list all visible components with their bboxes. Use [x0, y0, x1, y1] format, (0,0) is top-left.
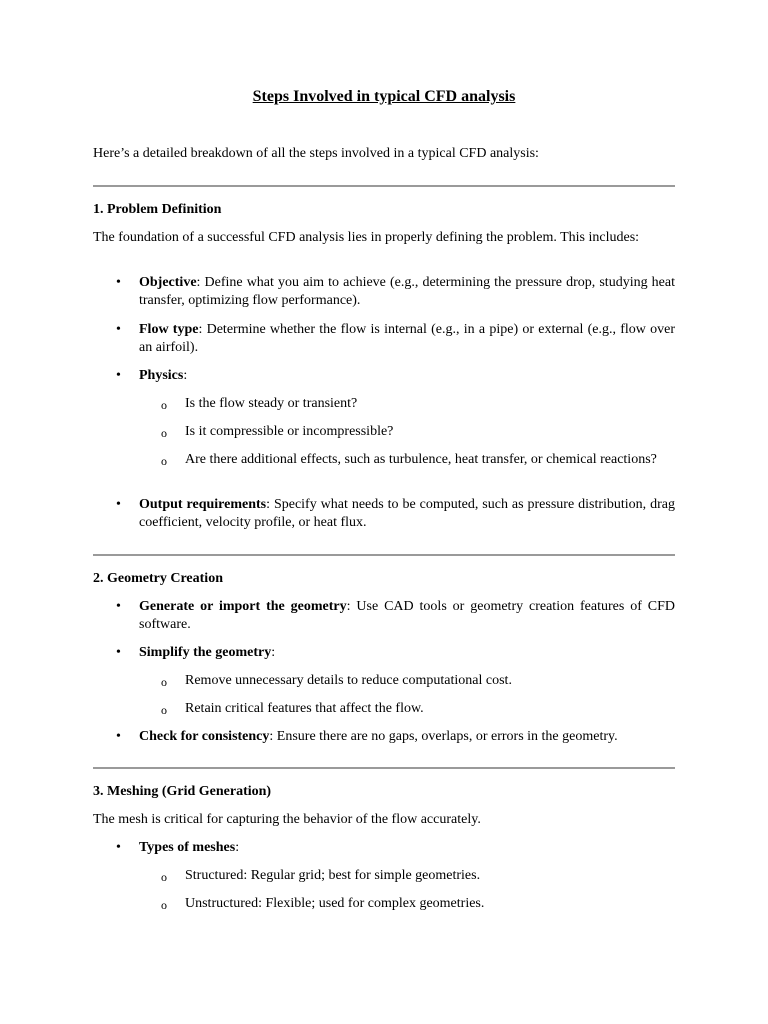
list-item-generate-geometry	[139, 598, 675, 634]
list-item-physics	[139, 367, 675, 385]
sub-bullet-icon: o	[161, 870, 167, 884]
list-item-types-of-meshes	[139, 839, 675, 857]
sub-list-item: Structured: Regular grid; best for simple geometries.	[185, 868, 481, 883]
sub-bullet-icon: o	[161, 454, 167, 468]
sub-bullet-icon: o	[161, 398, 167, 412]
list-item-term: Physics	[139, 368, 184, 383]
bullet-icon: •	[116, 645, 121, 660]
list-item-text: : Specify what needs to be computed, such as pressure distribution, drag coefficient, velocity profile, or heat flux.	[139, 497, 675, 530]
sub-list-item: Are there additional effects, such as turbulence, heat transfer, or chemical reactions?	[185, 452, 657, 467]
section-intro-paragraph: The mesh is critical for capturing the behavior of the flow accurately.	[93, 812, 481, 827]
section-divider	[93, 554, 675, 556]
section-heading-geometry-creation: 2. Geometry Creation	[93, 571, 223, 586]
list-item-objective	[139, 274, 675, 310]
section-intro-paragraph: The foundation of a successful CFD analysis lies in properly defining the problem. This includes:	[93, 230, 640, 245]
list-item-text: :	[235, 840, 240, 855]
bullet-icon: •	[116, 368, 121, 383]
list-item-term: Objective	[139, 275, 197, 290]
section-divider	[93, 767, 675, 769]
bullet-icon: •	[116, 275, 121, 290]
list-item-text: : Ensure there are no gaps, overlaps, or errors in the geometry.	[269, 729, 618, 744]
bullet-icon: •	[116, 840, 121, 855]
intro-paragraph: Here’s a detailed breakdown of all the steps involved in a typical CFD analysis:	[93, 146, 539, 161]
list-item-text: : Define what you aim to achieve (e.g., determining the pressure drop, studying heat transfer, optimizing flow performance).	[139, 275, 675, 308]
sub-list-item: Retain critical features that affect the flow.	[185, 701, 424, 716]
bullet-icon: •	[116, 729, 121, 744]
list-item-term: Check for consistency	[139, 729, 270, 744]
sub-list-item: Unstructured: Flexible; used for complex geometries.	[185, 896, 485, 911]
bullet-icon: •	[116, 599, 121, 614]
list-item-flow-type	[139, 321, 675, 357]
bullet-icon: •	[116, 497, 121, 512]
section-heading-meshing: 3. Meshing (Grid Generation)	[93, 784, 272, 799]
sub-bullet-icon: o	[161, 898, 167, 912]
document-title: Steps Involved in typical CFD analysis	[252, 88, 516, 105]
list-item-term: Types of meshes	[139, 840, 236, 855]
sub-list-item: Is the flow steady or transient?	[185, 396, 358, 411]
list-item-term: Generate or import the geometry	[139, 599, 347, 614]
list-item-simplify-geometry	[139, 644, 675, 662]
sub-list-item: Is it compressible or incompressible?	[185, 424, 394, 439]
section-divider	[93, 185, 675, 187]
sub-bullet-icon: o	[161, 703, 167, 717]
sub-bullet-icon: o	[161, 675, 167, 689]
list-item-text: :	[183, 368, 188, 383]
list-item-check-consistency	[139, 728, 675, 746]
section-heading-problem-definition: 1. Problem Definition	[93, 202, 222, 217]
sub-list-item: Remove unnecessary details to reduce computational cost.	[185, 673, 512, 688]
list-item-output-requirements	[139, 496, 675, 532]
list-item-text: :	[271, 645, 276, 660]
list-item-term: Simplify the geometry	[139, 645, 272, 660]
bullet-icon: •	[116, 322, 121, 337]
sub-bullet-icon: o	[161, 426, 167, 440]
list-item-term: Output requirements	[139, 497, 267, 512]
list-item-text: : Use CAD tools or geometry creation features of CFD software.	[139, 599, 675, 632]
list-item-text: : Determine whether the flow is internal (e.g., in a pipe) or external (e.g., flow over an airfoil).	[139, 322, 675, 355]
list-item-term: Flow type	[139, 322, 199, 337]
